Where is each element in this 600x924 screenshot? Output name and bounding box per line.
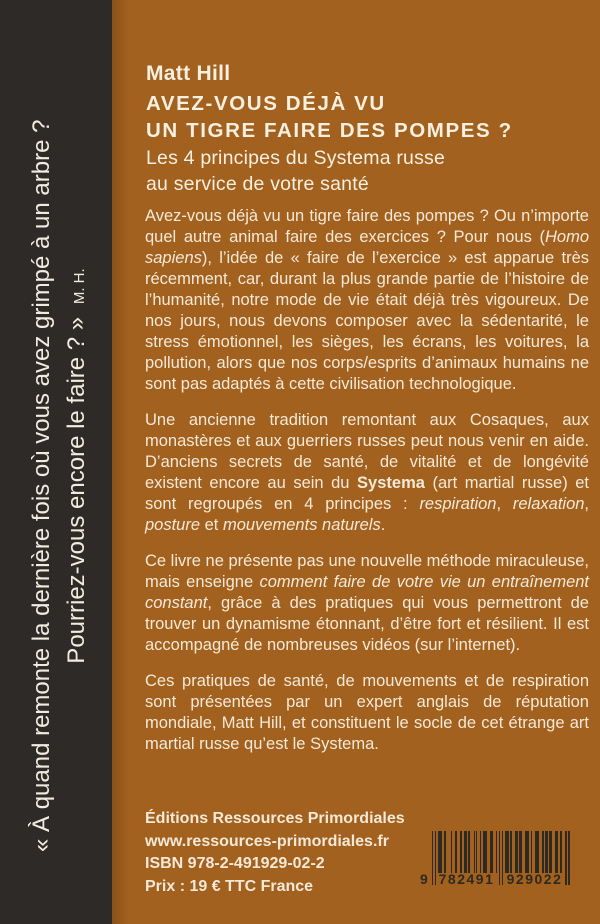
- book-subtitle-line1: Les 4 principes du Systema russe: [146, 147, 446, 169]
- paragraph: Une ancienne tradition remontant aux Cosaques, aux monastères et aux guerriers russes peut nous venir en aide. D’anciens secrets de santé, de vitalité et de longévité existent encore au sein du Systema (art martial russe) et sont regroupés en 4 principes : respiration, relaxation, posture et mouvements naturels.: [145, 411, 590, 534]
- barcode-digit-lead: 9: [420, 871, 430, 887]
- spine-quote-attribution: M. H.: [71, 268, 88, 305]
- spine-panel: [0, 0, 112, 924]
- paragraph: Ces pratiques de santé, de mouvements et de respiration sont présentées par un expert anglais de réputation mondiale, Matt Hill, et constituent le socle de cet étrange art martial russe qu’est le Systema.: [145, 672, 589, 753]
- paragraph: Ce livre ne présente pas une nouvelle méthode miraculeuse, mais enseigne comment faire de votre vie un entraînement constant, grâce à des pratiques qui vous permettront de trouver un dynamisme étonnant, d’être fort et résilient. Il est accompagné de nombreuses vidéos (sur l’internet).: [145, 552, 589, 654]
- book-subtitle-line2: au service de votre santé: [146, 173, 369, 195]
- spine-edge-shadow: [112, 0, 128, 924]
- spine-quote-line2-text: Pourriez-vous encore le faire ? »: [63, 316, 90, 664]
- publisher-name: Éditions Ressources Primordiales: [145, 810, 405, 827]
- publisher-block: [145, 808, 405, 898]
- barcode-digits-left: 782491: [438, 871, 495, 887]
- spine-quote-line2: [59, 80, 97, 852]
- barcode-digits-right: 929022: [506, 871, 563, 887]
- spine-quote-line1: « À quand remonte la dernière fois où vous avez grimpé à un arbre ?: [28, 119, 55, 852]
- price: Prix : 19 € TTC France: [145, 877, 314, 895]
- book-title-line2: UN TIGRE FAIRE DES POMPES ?: [146, 119, 513, 142]
- book-title: [146, 90, 513, 144]
- isbn: ISBN 978-2-491929-02-2: [145, 855, 325, 872]
- publisher-website: www.ressources-primordiales.fr: [145, 832, 389, 850]
- paragraph: Avez-vous déjà vu un tigre faire des pompes ? Ou n’importe quel autre animal faire des exercices ? Pour nous (Homo sapiens), l’idée de « faire de l’exercice » est apparue très récemment, car, durant la plus grande partie de l’histoire de l’humanité, notre mode de vie était déjà très vigoureux. De nos jours, nous devons composer avec la sédentarité, le stress émotionnel, les sièges, les écrans, les voitures, la pollution, alors que nos corps/esprits d’animaux humains ne sont pas adaptés à cette civilisation technologique.: [145, 207, 589, 393]
- barcode: [420, 831, 576, 891]
- book-title-line1: AVEZ-VOUS DÉJÀ VU: [146, 92, 386, 115]
- author-name: Matt Hill: [146, 62, 231, 85]
- book-subtitle: [146, 145, 445, 197]
- back-cover-text: [145, 206, 589, 770]
- spine-quote: [24, 80, 97, 852]
